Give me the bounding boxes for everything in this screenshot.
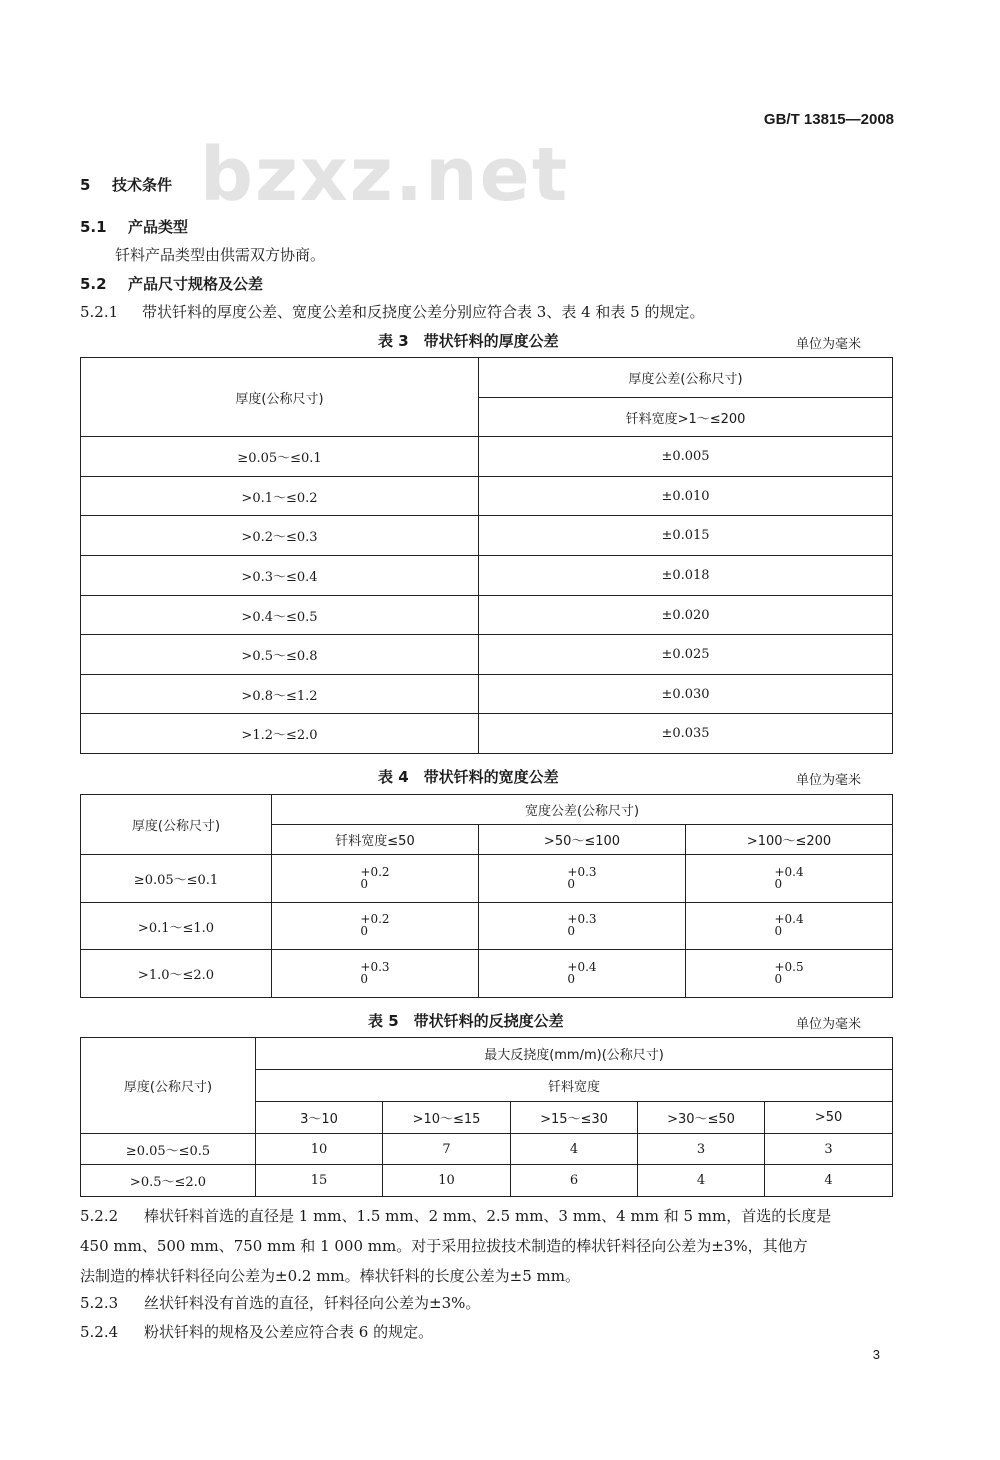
thickness-cell: ≥0.05～≤0.1: [81, 855, 272, 903]
table-row: [81, 635, 893, 675]
table-row: [81, 950, 893, 998]
table4-caption: 表 4 带状钎料的宽度公差: [378, 768, 559, 786]
table5-subheader: 3～10: [256, 1102, 383, 1134]
table-row: [81, 855, 893, 903]
table3-col2-header: 厚度公差(公称尺寸): [479, 358, 893, 398]
table-row: [81, 477, 893, 516]
table5-subheader: >50: [765, 1102, 893, 1134]
tolerance-cell: +0.4 0: [686, 903, 893, 950]
section-5-2-3: 5.2.3 丝状钎料没有首选的直径，钎料径向公差为±3%。: [80, 1294, 481, 1312]
tolerance-cell: +0.5 0: [686, 950, 893, 998]
table4-col1-header: 厚度(公称尺寸): [81, 795, 272, 855]
tolerance-cell: +0.2 0: [272, 903, 479, 950]
thickness-cell: >0.1～≤1.0: [81, 903, 272, 950]
section-5-2-2: 5.2.2 棒状钎料首选的直径是 1 mm、1.5 mm、2 mm、2.5 mm、3 mm、4 mm 和 5 mm，首选的长度是 450 mm、500 mm、750 mm 和 1 000 mm。对于采用拉拔技术制造的棒状钎料径向公差为±3%，其他方 法制造的棒状钎料径向公差为±0.2 mm。棒状钎料的长度公差为±5 mm。: [80, 1207, 832, 1285]
thickness-cell: ≥0.05～≤0.1: [81, 437, 479, 477]
value-cell: 3: [765, 1134, 893, 1165]
tolerance-cell: +0.3 0: [479, 855, 686, 903]
thickness-cell: >0.4～≤0.5: [81, 596, 479, 635]
table4-group-header: 宽度公差(公称尺寸): [272, 795, 893, 825]
tolerance-cell: ±0.018: [479, 556, 893, 596]
table-row: [81, 1134, 893, 1165]
table3: [80, 357, 893, 754]
tolerance-cell: +0.2 0: [272, 855, 479, 903]
table-row: [81, 556, 893, 596]
thickness-cell: >0.5～≤0.8: [81, 635, 479, 675]
value-cell: 4: [765, 1165, 893, 1197]
tolerance-cell: ±0.035: [479, 714, 893, 754]
thickness-cell: >0.1～≤0.2: [81, 477, 479, 516]
table-row: [81, 596, 893, 635]
tolerance-cell: ±0.010: [479, 477, 893, 516]
value-cell: 4: [511, 1134, 638, 1165]
tolerance-cell: ±0.020: [479, 596, 893, 635]
tolerance-cell: ±0.005: [479, 437, 893, 477]
section-5-1-text: 钎料产品类型由供需双方协商。: [115, 246, 326, 264]
table4-subheader: 钎料宽度≤50: [272, 825, 479, 855]
table-row: [81, 714, 893, 754]
tolerance-cell: +0.3 0: [272, 950, 479, 998]
table4-subheader: >100～≤200: [686, 825, 893, 855]
table5: [80, 1037, 893, 1197]
section-5-2-1-text: 5.2.1 带状钎料的厚度公差、宽度公差和反挠度公差分别应符合表 3、表 4 和表 5 的规定。: [80, 303, 705, 321]
table3-col2-subheader: 钎料宽度>1～≤200: [479, 398, 893, 437]
table-row: [81, 516, 893, 556]
page-number: 3: [872, 1347, 880, 1362]
thickness-cell: >0.3～≤0.4: [81, 556, 479, 596]
thickness-cell: >0.5～≤2.0: [81, 1165, 256, 1197]
value-cell: 15: [256, 1165, 383, 1197]
section-5-1-heading: 5.1 产品类型: [80, 218, 189, 236]
table-row: [81, 437, 893, 477]
tolerance-cell: +0.4 0: [479, 950, 686, 998]
table5-group-header: 最大反挠度(mm/m)(公称尺寸): [256, 1038, 893, 1070]
table4-subheader: >50～≤100: [479, 825, 686, 855]
table5-col1-header: 厚度(公称尺寸): [81, 1038, 256, 1134]
table5-caption: 表 5 带状钎料的反挠度公差: [368, 1012, 564, 1030]
thickness-cell: >0.8～≤1.2: [81, 675, 479, 714]
table3-caption: 表 3 带状钎料的厚度公差: [378, 332, 559, 350]
table-row: [81, 903, 893, 950]
table5-subheader: >15～≤30: [511, 1102, 638, 1134]
table5-subheader: >30～≤50: [638, 1102, 765, 1134]
thickness-cell: >1.0～≤2.0: [81, 950, 272, 998]
thickness-cell: >1.2～≤2.0: [81, 714, 479, 754]
table5-subheader: >10～≤15: [383, 1102, 511, 1134]
section-5-heading: 5 技术条件: [80, 176, 173, 194]
value-cell: 6: [511, 1165, 638, 1197]
table4: [80, 794, 893, 998]
section-5-2-4: 5.2.4 粉状钎料的规格及公差应符合表 6 的规定。: [80, 1323, 434, 1341]
standard-number: GB/T 13815—2008: [763, 111, 894, 128]
value-cell: 7: [383, 1134, 511, 1165]
tolerance-cell: ±0.030: [479, 675, 893, 714]
value-cell: 4: [638, 1165, 765, 1197]
tolerance-cell: ±0.025: [479, 635, 893, 675]
table4-unit: 单位为毫米: [796, 773, 862, 788]
value-cell: 3: [638, 1134, 765, 1165]
tolerance-cell: ±0.015: [479, 516, 893, 556]
table3-col1-header: 厚度(公称尺寸): [81, 358, 479, 437]
table5-subgroup-header: 钎料宽度: [256, 1070, 893, 1102]
value-cell: 10: [383, 1165, 511, 1197]
table3-unit: 单位为毫米: [796, 337, 862, 352]
thickness-cell: ≥0.05～≤0.5: [81, 1134, 256, 1165]
table-row: [81, 675, 893, 714]
tolerance-cell: +0.4 0: [686, 855, 893, 903]
watermark: bzxz.net: [200, 132, 570, 218]
table5-unit: 单位为毫米: [796, 1017, 862, 1032]
thickness-cell: >0.2～≤0.3: [81, 516, 479, 556]
tolerance-cell: +0.3 0: [479, 903, 686, 950]
section-5-2-heading: 5.2 产品尺寸规格及公差: [80, 275, 264, 293]
value-cell: 10: [256, 1134, 383, 1165]
table-row: [81, 1165, 893, 1197]
